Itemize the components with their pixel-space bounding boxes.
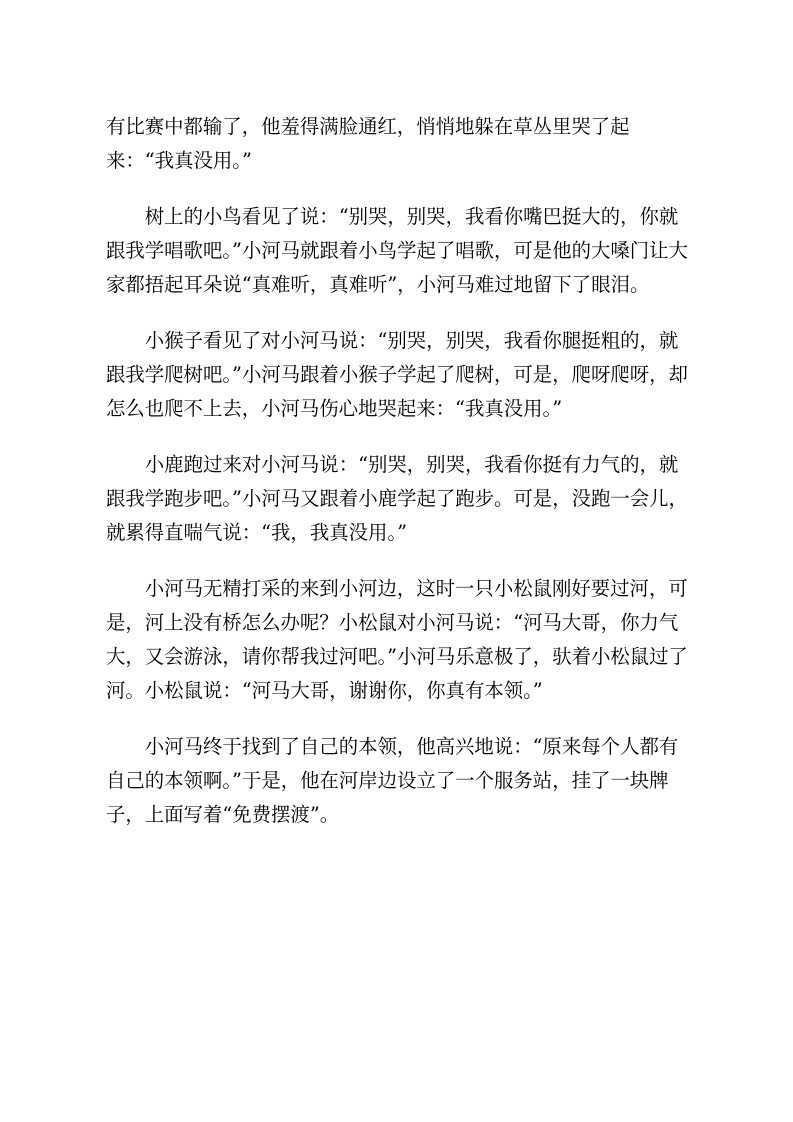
paragraph-2: 树上的小鸟看见了说：“别哭，别哭，我看你嘴巴挺大的，你就跟我学唱歌吧。”小河马就跟着小鸟学起了唱歌，可是他的大嗓门让大家都捂起耳朵说“真难听，真难听”，小河马难过地留下了眼泪。 (106, 205, 688, 296)
paragraph-3: 小猴子看见了对小河马说：“别哭，别哭，我看你腿挺粗的，就跟我学爬树吧。”小河马跟着小猴子学起了爬树，可是，爬呀爬呀，却怎么也爬不上去，小河马伤心地哭起来：“我真没用。” (106, 329, 688, 420)
story-text (106, 110, 690, 854)
paragraph-1: 有比赛中都输了，他羞得满脸通红，悄悄地躲在草丛里哭了起来：“我真没用。” (106, 115, 630, 172)
paragraph-4: 小鹿跑过来对小河马说：“别哭，别哭，我看你挺有力气的，就跟我学跑步吧。”小河马又跟着小鹿学起了跑步。可是，没跑一会儿，就累得直喘气说：“我，我真没用。” (106, 453, 688, 544)
paragraph-5: 小河马无精打采的来到小河边，这时一只小松鼠刚好要过河，可是，河上没有桥怎么办呢？小松鼠对小河马说：“河马大哥，你力气大，又会游泳，请你帮我过河吧。”小河马乐意极了，驮着小松鼠过了河。小松鼠说：“河马大哥，谢谢你，你真有本领。” (106, 577, 688, 702)
paragraph-6: 小河马终于找到了自己的本领，他高兴地说：“原来每个人都有自己的本领啊。”于是，他在河岸边设立了一个服务站，挂了一块牌子，上面写着“免费摆渡”。 (106, 735, 679, 826)
